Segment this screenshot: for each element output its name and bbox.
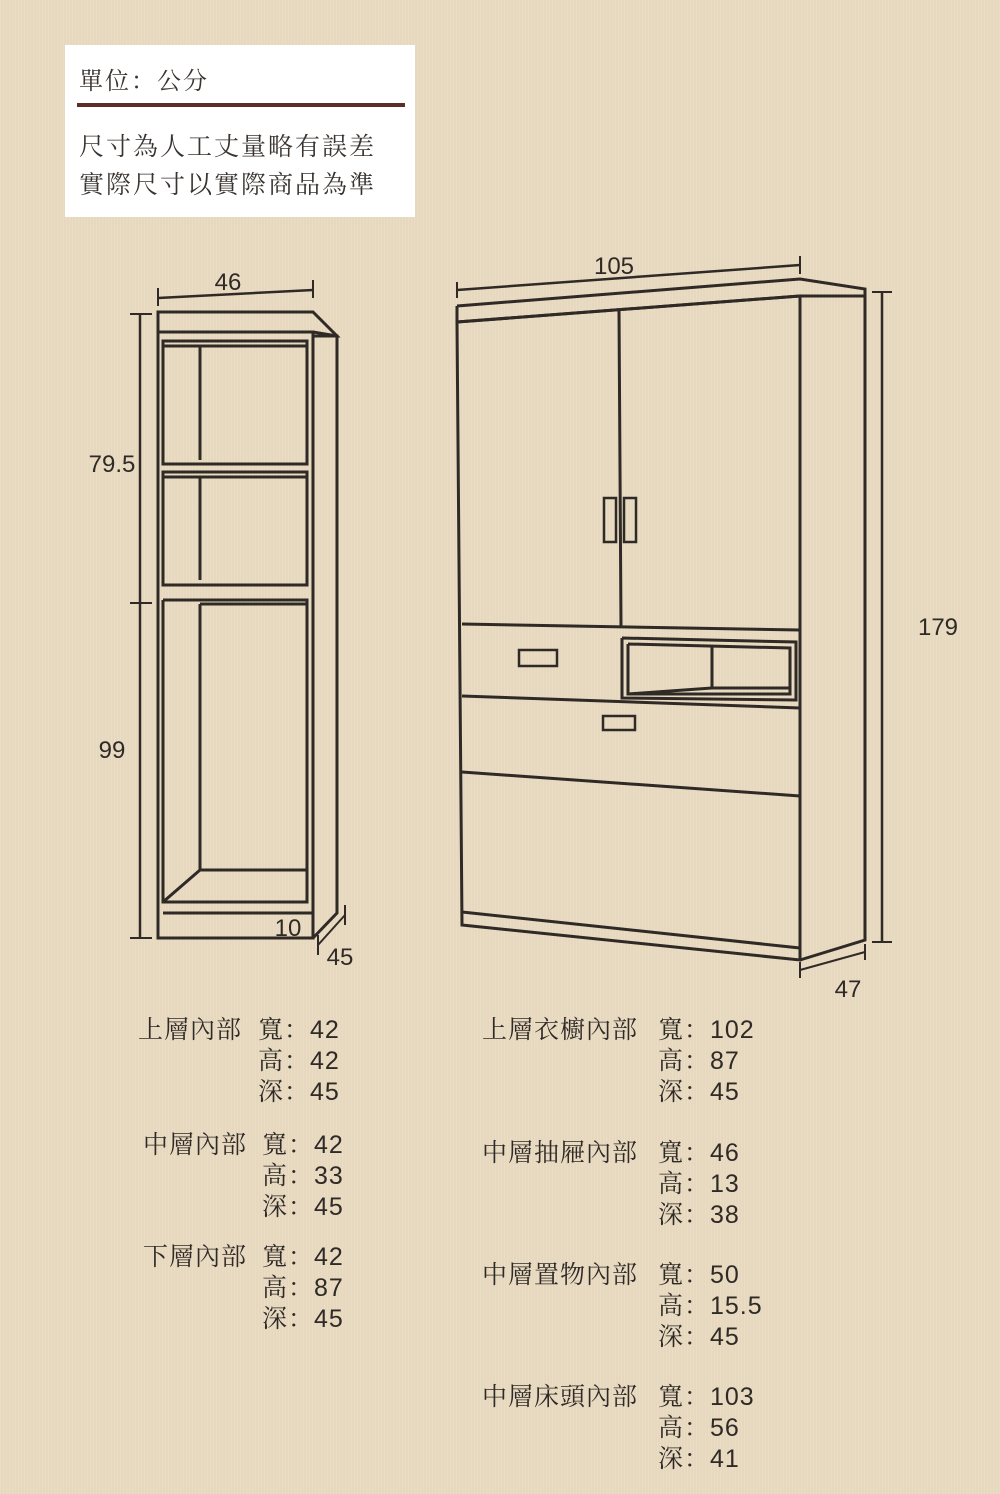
spec-title-wardrobe: 上層衣櫥內部 [481,1016,638,1044]
wardrobe-side [800,296,865,960]
wardrobe-drawing [457,256,892,978]
wardrobe-top [457,279,865,306]
spec-middle-depth: 深：45 [262,1193,344,1221]
spec-title-lower: 下層內部 [142,1243,247,1271]
narrow-lower-height-label: 99 [98,737,126,764]
unit-label: 單位：公分 [79,68,209,95]
spec-wardrobe-width: 寬：102 [658,1016,755,1044]
spec-upper-width: 寬：42 [258,1016,340,1044]
left-door-handle [604,498,616,542]
spec-title-shelf: 中層置物內部 [481,1261,638,1289]
spec-wardrobe-height: 高：87 [658,1047,740,1075]
spec-drawer-height: 高：13 [658,1170,740,1198]
drawer-band-top [462,624,800,630]
wardrobe-door-split [619,309,621,628]
spec-bedhead-height: 高：56 [658,1414,740,1442]
tolerance-note-line2: 實際尺寸以實際商品為準 [79,171,377,199]
wardrobe-height-label: 179 [917,614,959,641]
spec-upper-height: 高：42 [258,1047,340,1075]
wardrobe-depth-dim-line [800,952,865,970]
middle-cubby [163,472,307,585]
spec-drawer-depth: 深：38 [658,1201,740,1229]
spec-upper-depth: 深：45 [258,1078,340,1106]
spec-middle-width: 寬：42 [262,1131,344,1159]
spec-lower-height: 高：87 [262,1274,344,1302]
narrow-cabinet-front [158,332,313,938]
spec-drawer-width: 寬：46 [658,1139,740,1167]
spec-lower-depth: 深：45 [262,1305,344,1333]
narrow-depth-label: 45 [326,944,354,971]
spec-shelf-height: 高：15.5 [658,1292,763,1320]
upper-cubby [163,341,307,464]
spec-title-drawer: 中層抽屜內部 [481,1139,638,1167]
wardrobe-width-label: 105 [593,253,635,280]
tolerance-note-line1: 尺寸為人工丈量略有誤差 [79,133,377,161]
narrow-base-label: 10 [274,915,302,942]
spec-bedhead-depth: 深：41 [658,1445,740,1473]
drawer-handle-left [519,650,557,666]
spec-shelf-width: 寬：50 [658,1261,740,1289]
spec-title-middle: 中層內部 [142,1131,247,1159]
spec-title-upper: 上層內部 [137,1016,242,1044]
narrow-cabinet-drawing [130,280,345,955]
wardrobe-depth-label: 47 [834,976,862,1003]
spec-bedhead-width: 寬：103 [658,1383,755,1411]
narrow-width-label: 46 [214,269,242,296]
lower-open-section [163,600,307,902]
lower-panel-divider [462,772,800,796]
spec-wardrobe-depth: 深：45 [658,1078,740,1106]
right-door-handle [624,498,636,542]
spec-shelf-depth: 深：45 [658,1323,740,1351]
spec-lower-width: 寬：42 [262,1243,344,1271]
spec-middle-height: 高：33 [262,1162,344,1190]
narrow-cabinet-side [313,332,337,938]
narrow-upper-height-label: 79.5 [88,451,136,478]
bed-head-handle [603,716,635,730]
spec-title-bedhead: 中層床頭內部 [481,1383,638,1411]
